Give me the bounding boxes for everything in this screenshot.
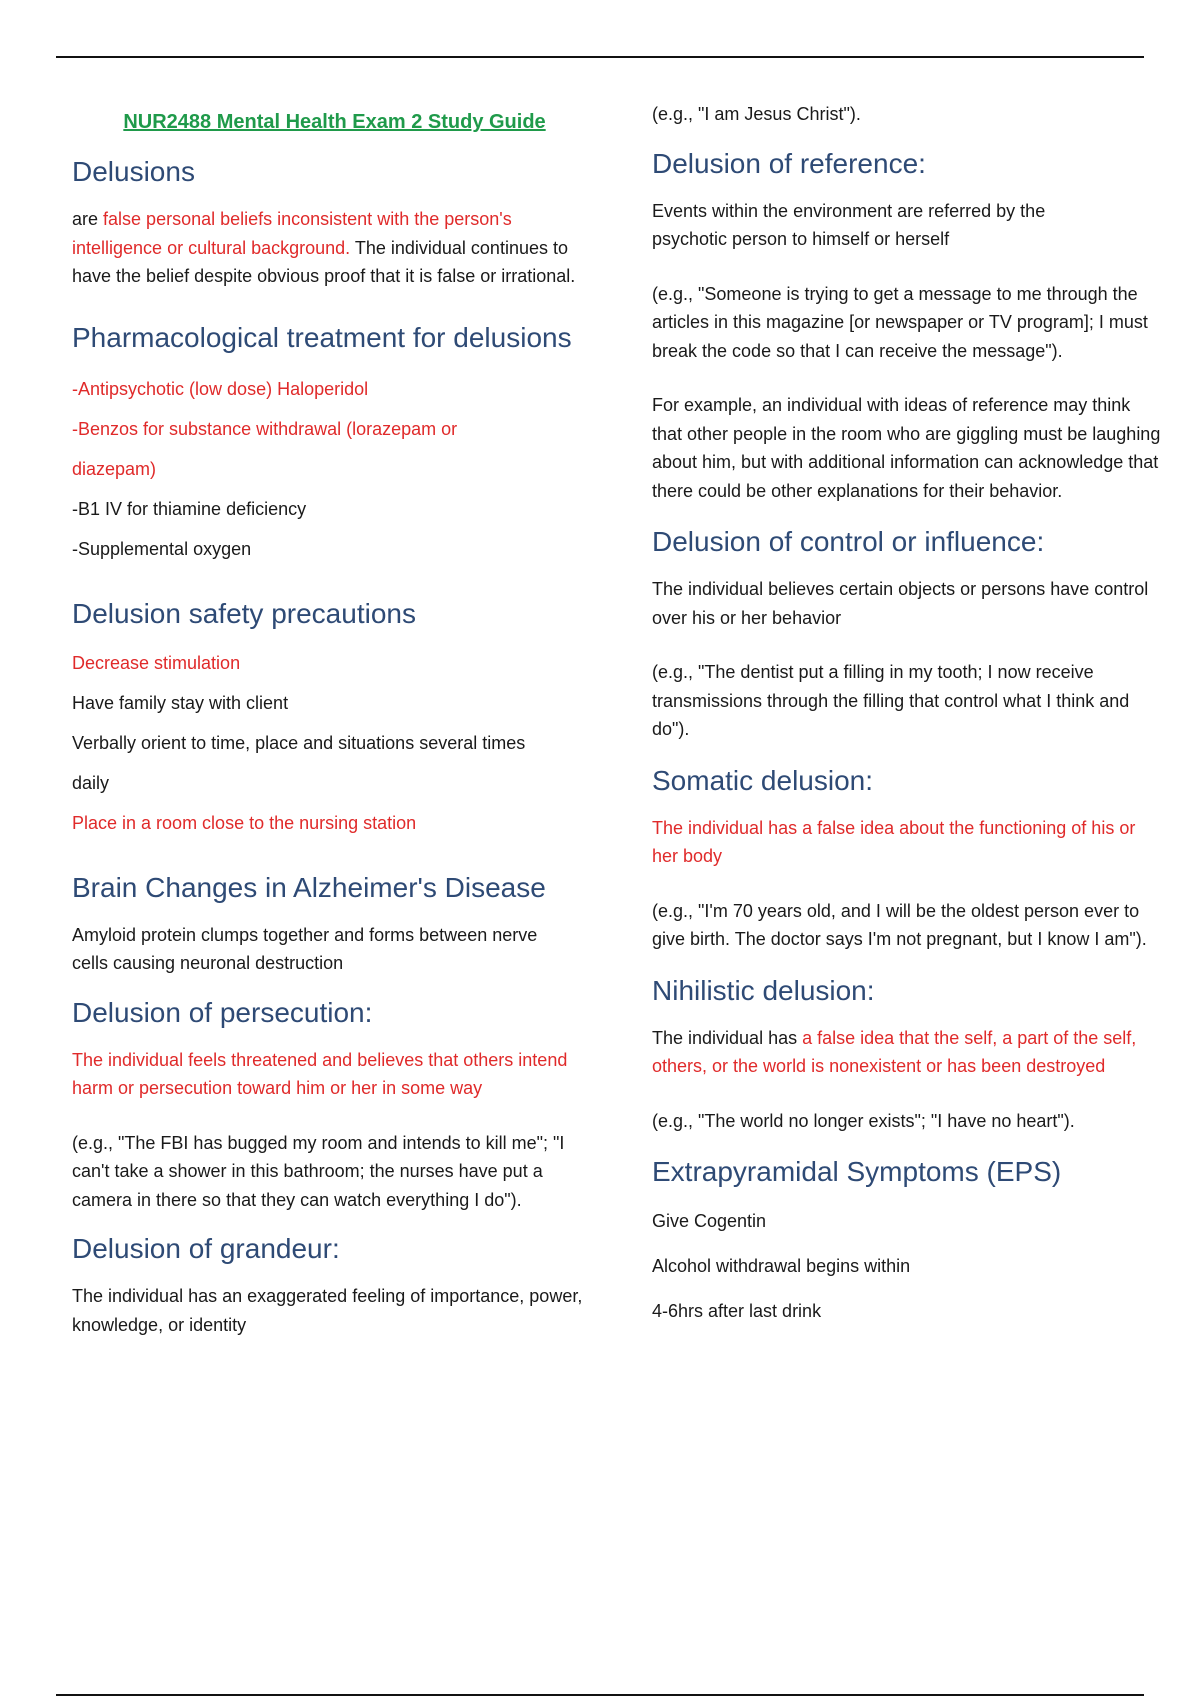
persecution-example: (e.g., "The FBI has bugged my room and intends to kill me"; "I can't take a shower in this bathroom; the nurses have put a camera in there so that they can watch everything I do"). [72, 1132, 565, 1210]
delusions-pre: are [72, 209, 104, 229]
nihilistic-red: a false idea that the self, a part of the self, others, or the world is nonexistent or has been destroyed [652, 1027, 1137, 1076]
eps-item: Alcohol withdrawal begins within [652, 1256, 911, 1276]
somatic-example: (e.g., "I'm 70 years old, and I will be the oldest person ever to give birth. The doctor says I'm not pregnant, but I know I am"). [652, 900, 1147, 949]
safety-item: Decrease stimulation [72, 652, 241, 673]
pharm-list [72, 369, 597, 569]
reference-example: (e.g., "Someone is trying to get a message to me through the articles in this magazine [or newspaper or TV program]; I must break the code so that I can receive the message"). [652, 283, 1148, 361]
delusions-red: false personal beliefs inconsistent with the person's intelligence or cultural background. [72, 209, 512, 258]
delusions-definition [72, 205, 597, 291]
delusions-post: The individual continues to have the belief despite obvious proof that it is false or irrational. [72, 237, 576, 286]
reference-text: Events within the environment are referred by the psychotic person to himself or herself [652, 200, 1046, 249]
grandeur-text: The individual has an exaggerated feeling of importance, power, knowledge, or identity [72, 1286, 583, 1335]
pharm-item: -B1 IV for thiamine deficiency [72, 498, 307, 519]
safety-list [72, 643, 597, 843]
safety-item: Verbally orient to time, place and situations several times daily [72, 732, 526, 793]
pharm-heading: Pharmacological treatment for delusions [72, 321, 572, 353]
delusions-heading: Delusions [72, 156, 195, 187]
eps-heading: Extrapyramidal Symptoms (EPS) [652, 1156, 1062, 1187]
top-rule [56, 56, 1144, 58]
eps-list [652, 1199, 1162, 1334]
grandeur-heading: Delusion of grandeur: [72, 1233, 340, 1264]
safety-heading: Delusion safety precautions [72, 597, 416, 629]
nihilistic-pre: The individual has [652, 1027, 803, 1048]
safety-item: Have family stay with client [72, 692, 289, 713]
pharm-item: -Antipsychotic (low dose) Haloperidol [72, 378, 369, 399]
alz-text: Amyloid protein clumps together and forms between nerve cells causing neuronal destruction [72, 924, 538, 973]
reference-heading: Delusion of reference: [652, 147, 926, 179]
pharm-item: -Supplemental oxygen [72, 538, 252, 559]
persecution-definition: The individual feels threatened and believes that others intend harm or persecution toward him or her in some way [72, 1049, 568, 1098]
safety-item: Place in a room close to the nursing station [72, 812, 417, 833]
somatic-definition: The individual has a false idea about the functioning of his or her body [652, 817, 1136, 866]
left-column [72, 100, 597, 1339]
eps-item: 4-6hrs after last drink [652, 1301, 822, 1321]
bottom-rule [56, 1694, 1144, 1696]
right-column [652, 100, 1162, 1334]
control-heading: Delusion of control or influence: [652, 526, 1045, 557]
nihilistic-heading: Nihilistic delusion: [652, 974, 875, 1006]
control-example: (e.g., "The dentist put a filling in my tooth; I now receive transmissions through the filling that control what I think and do"). [652, 662, 1130, 739]
document-title: NUR2488 Mental Health Exam 2 Study Guide [123, 111, 546, 133]
reference-extra: For example, an individual with ideas of reference may think that other people in the room who are giggling must be laughing about him, but with additional information can acknowledge that there could be other explanations for their behavior. [652, 395, 1161, 501]
pharm-item: -Benzos for substance withdrawal (lorazepam or diazepam) [72, 418, 458, 479]
nihilistic-definition [652, 1024, 1162, 1081]
eps-item: Give Cogentin [652, 1211, 767, 1231]
nihilistic-example: (e.g., "The world no longer exists"; "I have no heart"). [652, 1110, 1075, 1131]
somatic-heading: Somatic delusion: [652, 764, 874, 796]
alz-heading: Brain Changes in Alzheimer's Disease [72, 871, 546, 903]
control-text: The individual believes certain objects or persons have control over his or her behavior [652, 579, 1149, 628]
grandeur-example: (e.g., "I am Jesus Christ"). [652, 104, 861, 124]
persecution-heading: Delusion of persecution: [72, 996, 373, 1028]
